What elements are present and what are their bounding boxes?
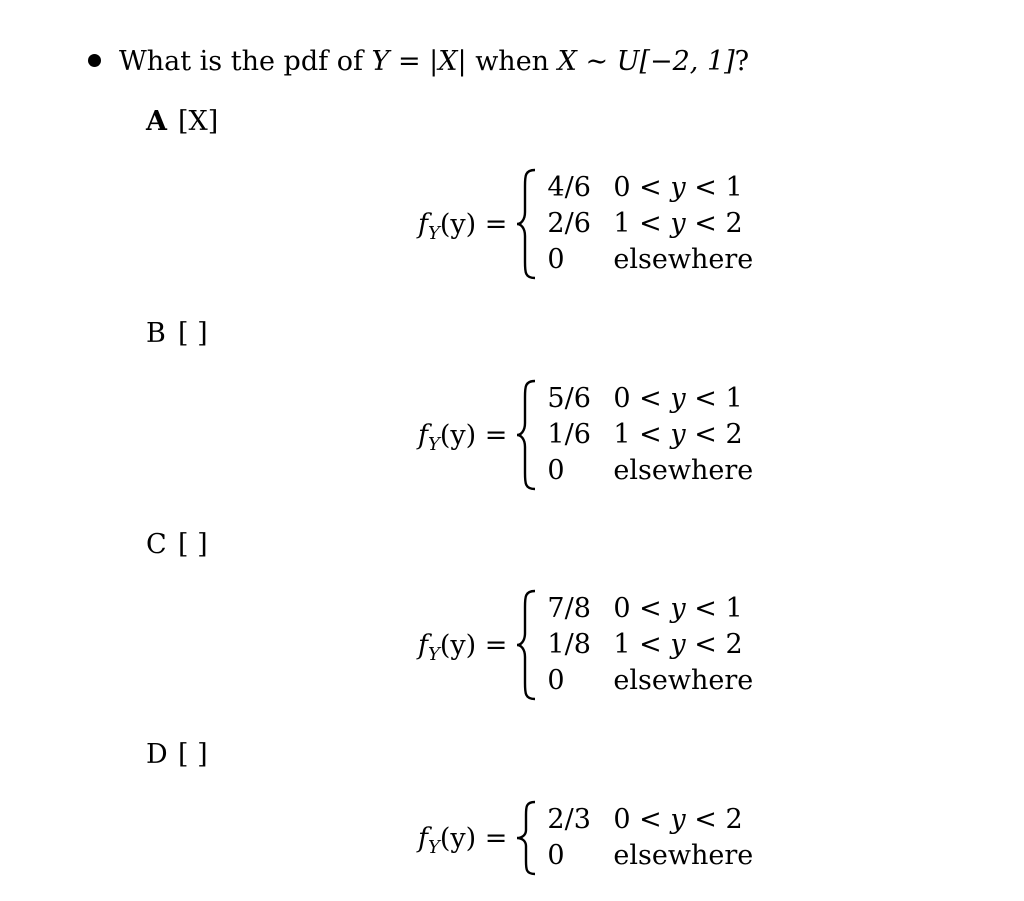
formula-lhs: [418, 208, 508, 244]
variable-y: y: [670, 593, 686, 624]
lhs-sub: Y: [428, 836, 440, 858]
question-equals: =: [397, 46, 421, 77]
variable-y: y: [670, 419, 686, 450]
formula-lhs: [418, 629, 508, 665]
case-condition: elsewhere: [613, 455, 754, 486]
variable-y: y: [670, 172, 686, 203]
lhs-sub: Y: [428, 433, 440, 455]
lhs-f: f: [418, 629, 428, 661]
case-value: 0: [547, 455, 565, 486]
question-when: when: [475, 46, 550, 77]
formula-lhs: [418, 822, 508, 858]
option-a-label[interactable]: [146, 104, 218, 140]
option-d-label[interactable]: [146, 737, 208, 773]
cases-grid: [547, 381, 753, 489]
question-prefix: What is the pdf of: [119, 46, 363, 77]
case-condition: 1 < y < 2: [613, 419, 743, 450]
lhs-f: f: [418, 822, 428, 854]
option-letter: D: [146, 739, 168, 770]
variable-y: y: [670, 208, 686, 239]
option-checkbox[interactable]: [ ]: [178, 739, 208, 770]
option-checkbox[interactable]: [ ]: [178, 529, 208, 560]
option-b-label[interactable]: [146, 316, 208, 352]
lhs-arg: (y) =: [439, 419, 508, 451]
case-value: 0: [547, 840, 565, 871]
case-value: 7/8: [547, 593, 591, 624]
variable-y: y: [670, 383, 686, 414]
case-value: 2/6: [547, 208, 591, 239]
left-brace-icon: [515, 168, 537, 280]
question-text: [88, 40, 749, 84]
question-abs-x: |X|: [429, 46, 467, 77]
case-condition: 1 < y < 2: [613, 629, 743, 660]
cases-grid: [547, 591, 753, 699]
case-value: 1/8: [547, 629, 591, 660]
lhs-sub: Y: [428, 643, 440, 665]
lhs-arg: (y) =: [439, 822, 508, 854]
question-y-var: Y: [371, 46, 390, 77]
question-x-var: X: [557, 46, 577, 77]
lhs-arg: (y) =: [439, 629, 508, 661]
case-value: 5/6: [547, 383, 591, 414]
question-dist: U[−2, 1]: [616, 46, 735, 77]
question-mark: ?: [734, 46, 750, 77]
case-condition: 0 < y < 1: [613, 593, 743, 624]
case-condition: elsewhere: [613, 665, 754, 696]
option-a-formula: [418, 168, 753, 280]
option-letter: C: [146, 529, 167, 560]
case-value: 0: [547, 244, 565, 275]
question-tilde: ∼: [585, 46, 609, 77]
formula-lhs: [418, 419, 508, 455]
bullet-icon: [88, 54, 101, 67]
case-value: 2/3: [547, 804, 591, 835]
case-condition: 0 < y < 2: [613, 804, 743, 835]
case-condition: elsewhere: [613, 840, 754, 871]
lhs-sub: Y: [428, 222, 440, 244]
cases-grid: [547, 170, 753, 278]
case-condition: 0 < y < 1: [613, 383, 743, 414]
variable-y: y: [670, 804, 686, 835]
lhs-f: f: [418, 419, 428, 451]
option-d-formula: [418, 800, 753, 876]
variable-y: y: [670, 629, 686, 660]
case-value: 4/6: [547, 172, 591, 203]
left-brace-icon: [515, 589, 537, 701]
option-letter: A: [146, 106, 167, 137]
option-c-label[interactable]: [146, 527, 208, 563]
case-condition: 0 < y < 1: [613, 172, 743, 203]
case-condition: 1 < y < 2: [613, 208, 743, 239]
left-brace-icon: [515, 800, 537, 876]
option-letter: B: [146, 318, 166, 349]
option-checkbox[interactable]: [ ]: [178, 318, 208, 349]
cases-grid: [547, 802, 753, 874]
case-value: 1/6: [547, 419, 591, 450]
option-c-formula: [418, 589, 753, 701]
left-brace-icon: [515, 379, 537, 491]
case-value: 0: [547, 665, 565, 696]
case-condition: elsewhere: [613, 244, 754, 275]
lhs-f: f: [418, 208, 428, 240]
option-b-formula: [418, 379, 753, 491]
option-checkbox[interactable]: [X]: [178, 106, 219, 137]
lhs-arg: (y) =: [439, 208, 508, 240]
